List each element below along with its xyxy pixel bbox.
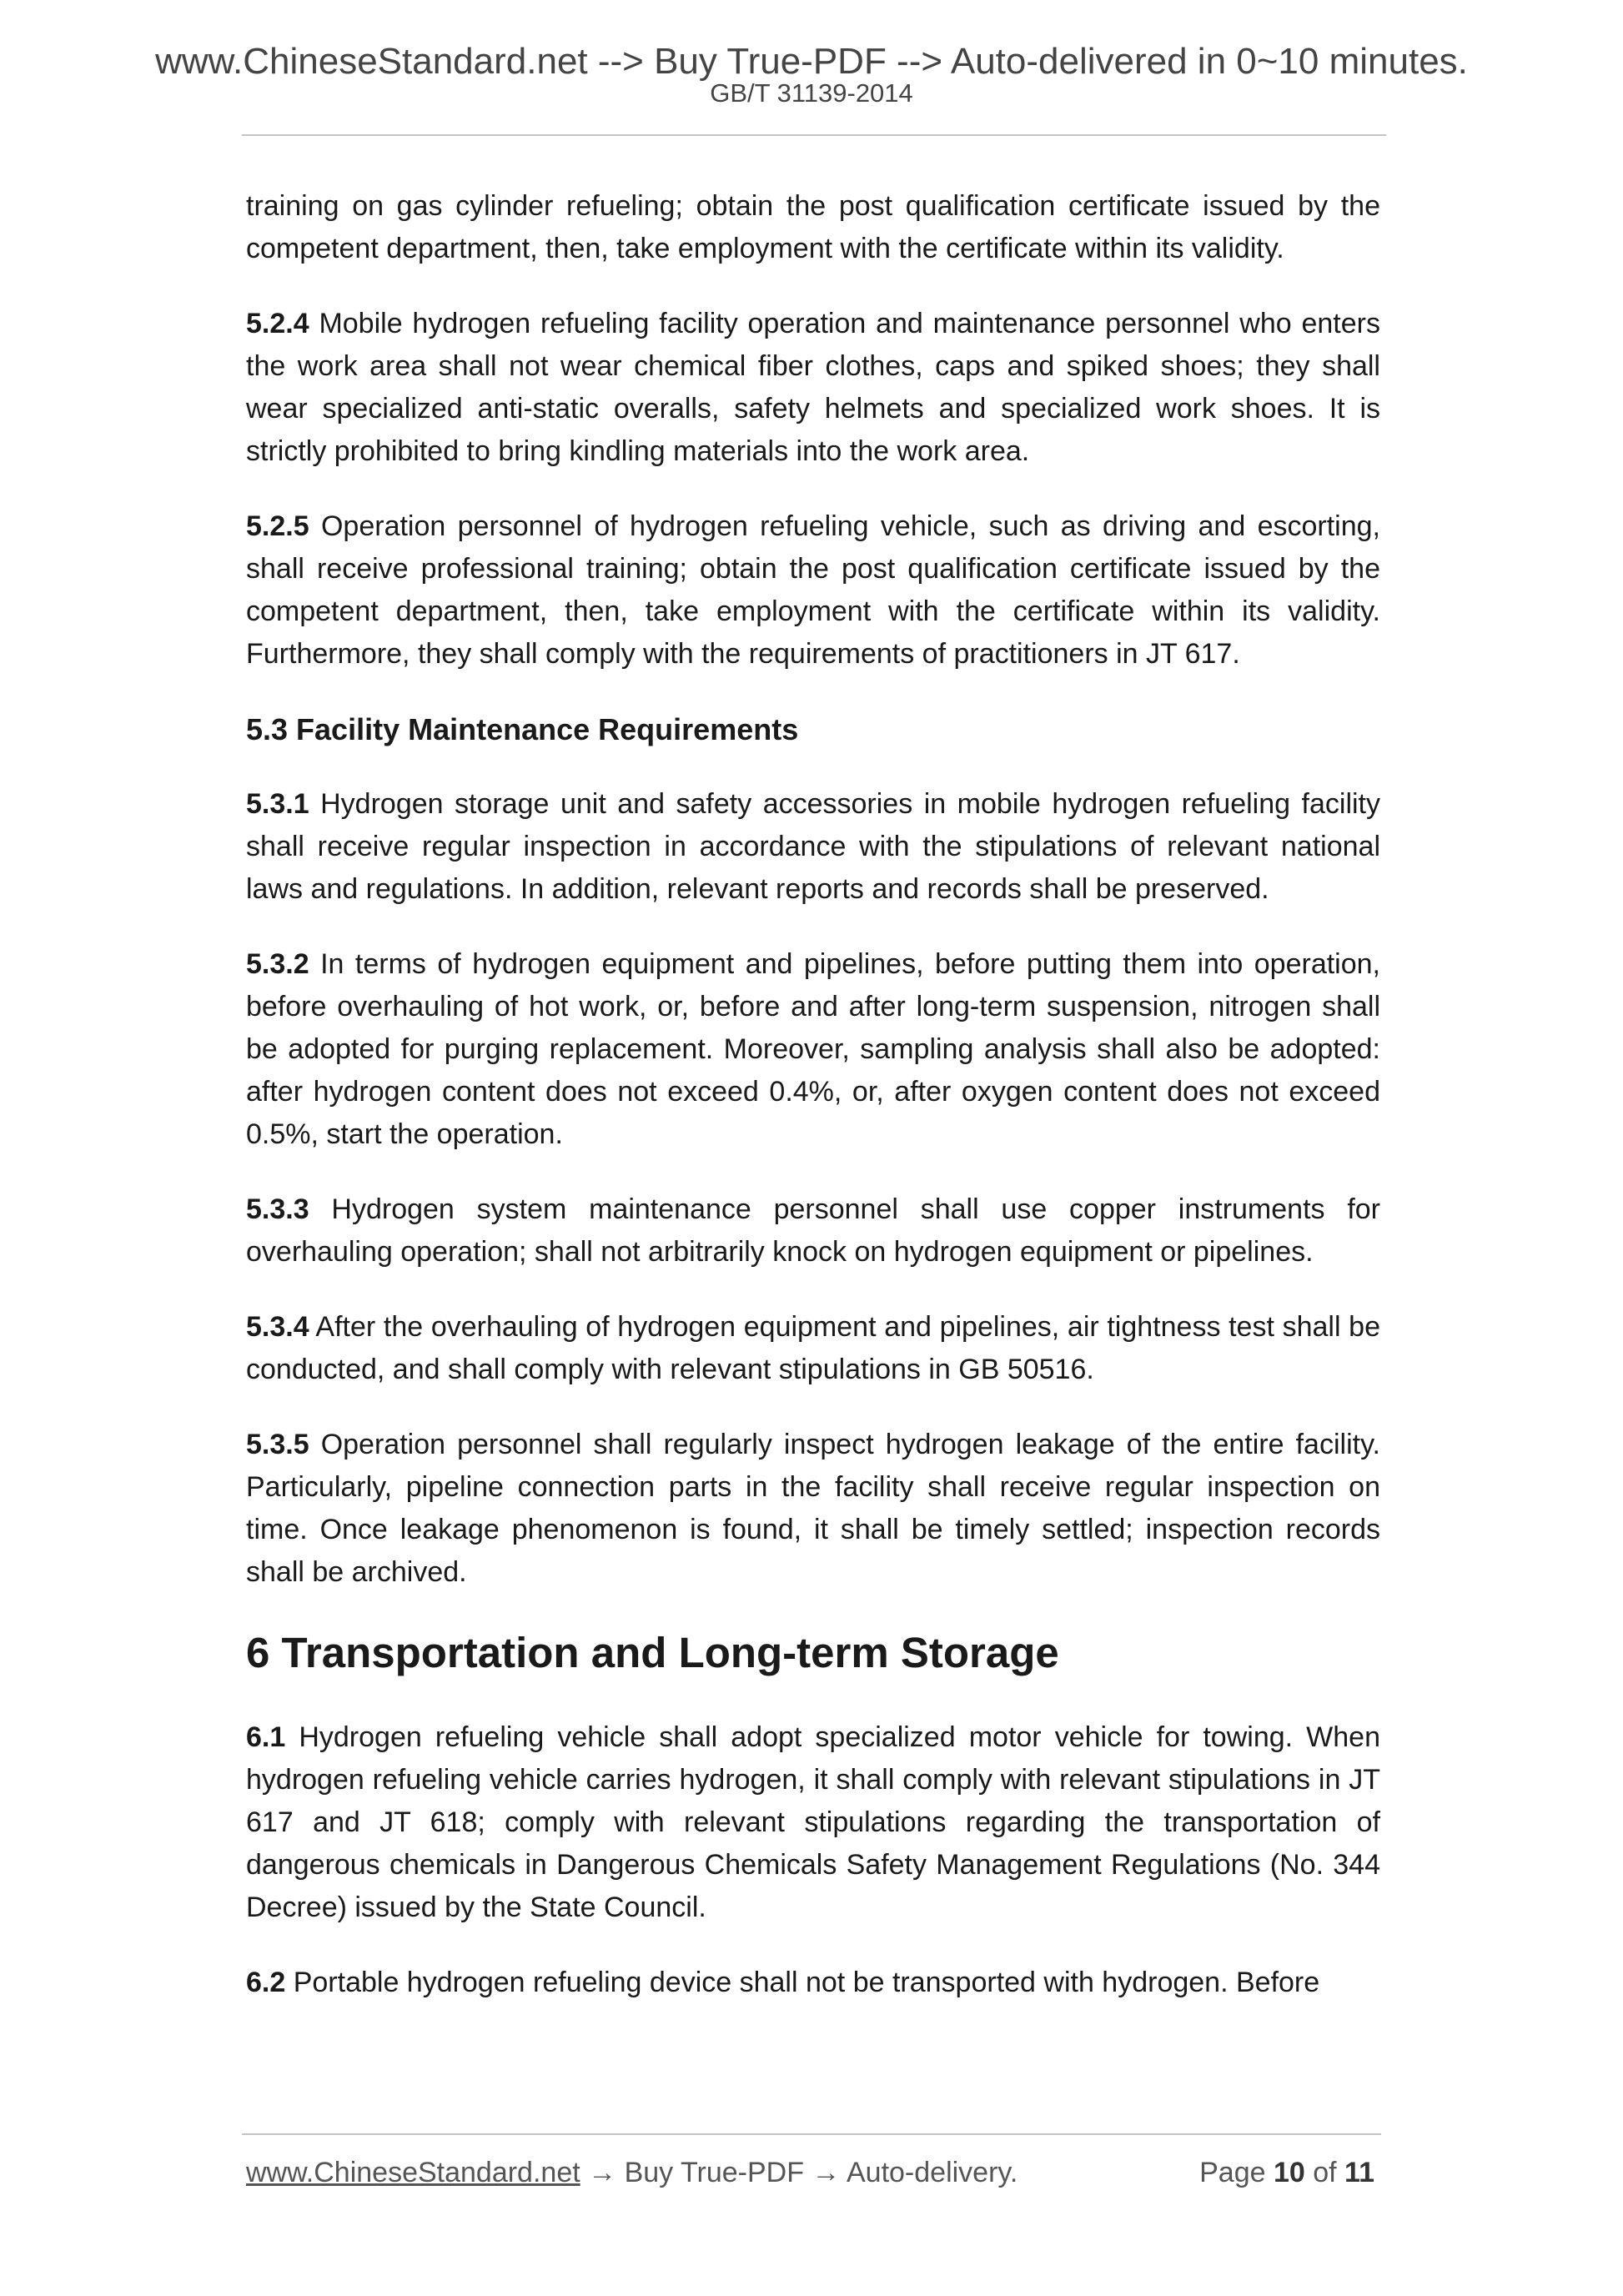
clause-text: Portable hydrogen refueling device shall not be transported with hydrogen. Before — [285, 1967, 1320, 1998]
clause-text: Hydrogen system maintenance personnel shall use copper instruments for overhauling operation; shall not arbitrarily knock on hydrogen equipment or pipelines. — [246, 1193, 1380, 1268]
page-number: 10 — [1273, 2157, 1305, 2188]
doc-code: GB/T 31139-2014 — [710, 78, 913, 108]
clause-text: Hydrogen refueling vehicle shall adopt specialized motor vehicle for towing. When hydrogen refueling vehicle carries hydrogen, it shall comply with relevant stipulations in JT 617 and JT 618; comply with relevant stipulations regarding the transportation of dangerous chemicals in Dangerous Chemicals Safety Management Regulations (No. 344 Decree) issued by the State Council. — [246, 1721, 1380, 1923]
footer-left — [246, 2157, 1018, 2189]
clause-5-3-3 — [246, 1188, 1380, 1274]
page-label: Page — [1199, 2157, 1274, 2188]
clause-number: 5.3.4 — [246, 1311, 309, 1343]
clause-5-2-5 — [246, 505, 1380, 676]
clause-text: Hydrogen storage unit and safety accessories in mobile hydrogen refueling facility shall receive regular inspection in accordance with the stipulations of relevant national laws and regulations. In addition, relevant reports and records shall be preserved. — [246, 788, 1380, 905]
header-divider — [242, 134, 1386, 136]
clause-5-3-4 — [246, 1306, 1380, 1391]
footer-site-link[interactable]: www.ChineseStandard.net — [246, 2157, 580, 2188]
clause-number: 5.3.1 — [246, 788, 309, 820]
clause-number: 5.3.3 — [246, 1193, 309, 1225]
clause-5-3-1 — [246, 783, 1380, 911]
chapter-heading-6: 6 Transportation and Long-term Storage — [246, 1629, 1059, 1676]
footer-divider — [242, 2133, 1381, 2135]
clause-text: After the overhauling of hydrogen equipment and pipelines, air tightness test shall be conducted, and shall comply with relevant stipulations in GB 50516. — [246, 1311, 1380, 1385]
section-heading-5-3: 5.3 Facility Maintenance Requirements — [246, 712, 799, 746]
document-body — [246, 185, 1380, 2037]
clause-5-3-2 — [246, 943, 1380, 1156]
clause-number: 5.2.4 — [246, 308, 309, 339]
clause-number: 5.2.5 — [246, 510, 309, 542]
paragraph-continued: training on gas cylinder refueling; obtain the post qualification certificate issued by the competent department, then, take employment with the certificate within its validity. — [246, 190, 1380, 264]
page-indicator — [1199, 2157, 1374, 2189]
clause-text: Mobile hydrogen refueling facility operation and maintenance personnel who enters the work area shall not wear chemical fiber clothes, caps and spiked shoes; they shall wear specialized anti-static overalls, safety helmets and specialized work shoes. It is strictly prohibited to bring kindling materials into the work area. — [246, 308, 1380, 467]
clause-text: Operation personnel of hydrogen refueling vehicle, such as driving and escorting, shall receive professional training; obtain the post qualification certificate issued by the competent department, then, take employment with the certificate within its validity. Furthermore, they shall comply with the requirements of practitioners in JT 617. — [246, 510, 1380, 670]
page-of-label: of — [1304, 2157, 1345, 2188]
page-total: 11 — [1344, 2157, 1374, 2188]
clause-6-1 — [246, 1716, 1380, 1929]
clause-text: Operation personnel shall regularly inspect hydrogen leakage of the entire facility. Particularly, pipeline connection parts in the facility shall receive regular inspection on time. Once leakage phenomenon is found, it shall be timely settled; inspection records shall be archived. — [246, 1429, 1380, 1588]
footer-tagline: → Buy True-PDF → Auto-delivery. — [580, 2157, 1018, 2188]
clause-number: 6.2 — [246, 1967, 286, 1998]
clause-5-3-5 — [246, 1424, 1380, 1594]
clause-number: 5.3.2 — [246, 948, 309, 980]
top-banner: www.ChineseStandard.net --> Buy True-PDF --> Auto-delivered in 0~10 minutes. — [155, 41, 1468, 82]
clause-number: 6.1 — [246, 1721, 286, 1753]
clause-5-2-4 — [246, 303, 1380, 473]
clause-6-2 — [246, 1962, 1380, 2004]
clause-number: 5.3.5 — [246, 1429, 309, 1460]
clause-text: In terms of hydrogen equipment and pipelines, before putting them into operation, before overhauling of hot work, or, before and after long-term suspension, nitrogen shall be adopted for purging replacement. Moreover, sampling analysis shall also be adopted: after hydrogen content does not exceed 0.4%, or, after oxygen content does not exceed 0.5%, start the operation. — [246, 948, 1380, 1150]
